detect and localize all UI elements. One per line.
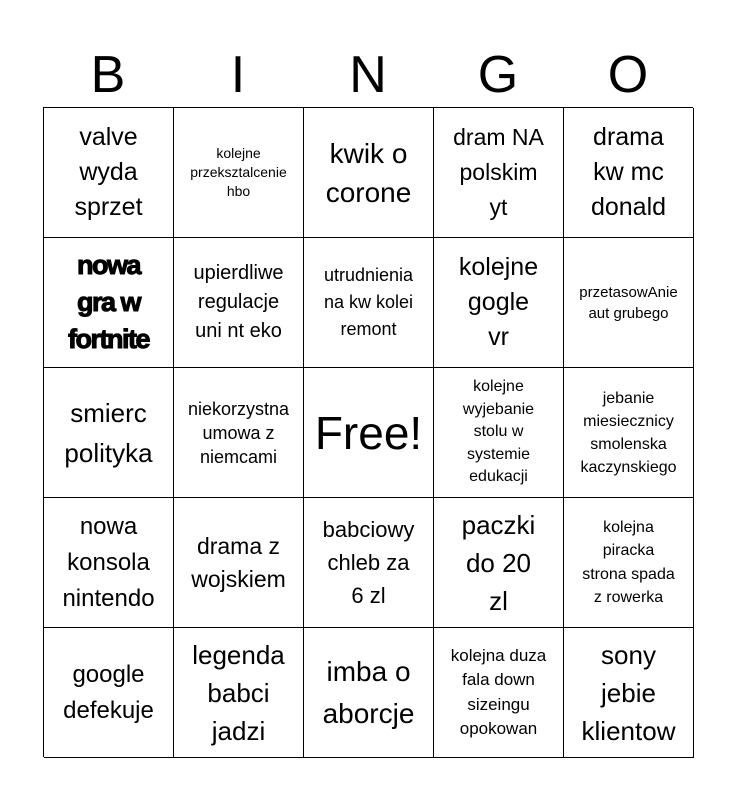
cell-text: smierc polityka (64, 397, 153, 468)
cell-text: legenda babci jadzi (192, 639, 285, 746)
cell-text: kolejne przeksztalcenie hbo (190, 145, 287, 199)
bingo-cell[interactable] (434, 108, 564, 238)
free-space[interactable] (304, 368, 434, 498)
header-letter-o: O (607, 46, 649, 104)
cell-text: drama z wojskiem (191, 532, 286, 592)
cell-text: drama kw mc donald (590, 123, 667, 221)
bingo-cell[interactable] (44, 108, 174, 238)
cell-text: valve wyda sprzet (74, 123, 143, 221)
bingo-header (43, 42, 693, 108)
free-space-label: Free! (314, 406, 423, 459)
bingo-cell[interactable] (564, 108, 694, 238)
bingo-cell[interactable] (44, 368, 174, 498)
bingo-cell[interactable] (174, 498, 304, 628)
bingo-cell[interactable] (434, 498, 564, 628)
bingo-cell[interactable] (44, 498, 174, 628)
bingo-cell[interactable] (174, 238, 304, 368)
bingo-cell[interactable] (434, 238, 564, 368)
cell-text: babciowy chleb za 6 zl (322, 517, 415, 608)
bingo-cell[interactable] (434, 368, 564, 498)
bingo-cell[interactable] (564, 368, 694, 498)
header-letter-g: G (477, 46, 519, 104)
cell-text: nowa gra w fortnite (68, 250, 149, 354)
bingo-cell[interactable] (304, 238, 434, 368)
cell-text: jebanie miesiecznicy smolenska kaczynskiego (580, 389, 677, 476)
cell-text: dram NA polskim yt (453, 124, 544, 220)
bingo-cell[interactable] (564, 238, 694, 368)
bingo-cell[interactable] (44, 628, 174, 758)
bingo-cell[interactable] (174, 108, 304, 238)
cell-text: kolejne wyjebanie stolu w systemie edukacji (462, 378, 535, 486)
bingo-board (43, 107, 693, 757)
bingo-cell[interactable] (564, 628, 694, 758)
cell-text: sony jebie klientow (581, 639, 676, 746)
bingo-cell[interactable] (304, 628, 434, 758)
cell-text: paczki do 20 zl (461, 509, 536, 616)
bingo-cell[interactable] (304, 108, 434, 238)
cell-text: niekorzystna umowa z niemcami (187, 398, 290, 467)
header-letter-i: I (230, 46, 246, 104)
bingo-cell[interactable] (174, 628, 304, 758)
cell-text: przetasowAnie aut grubego (579, 283, 678, 322)
cell-text: nowa konsola nintendo (62, 512, 155, 612)
cell-text: kolejna piracka strona spada z rowerka (582, 518, 675, 606)
cell-text: kolejne gogle vr (458, 253, 539, 351)
header-letter-b: B (90, 46, 126, 104)
bingo-cell[interactable] (564, 498, 694, 628)
cell-text: utrudnienia na kw kolei remont (323, 265, 414, 339)
bingo-cell[interactable] (434, 628, 564, 758)
bingo-cell[interactable] (44, 238, 174, 368)
cell-text: upierdliwe regulacje uni nt eko (193, 262, 284, 342)
header-letter-n: N (349, 46, 387, 104)
bingo-cell[interactable] (304, 498, 434, 628)
bingo-cell[interactable] (174, 368, 304, 498)
cell-text: imba o aborcje (322, 655, 415, 729)
cell-text: google defekuje (63, 660, 154, 724)
cell-text: kwik o corone (325, 137, 412, 208)
cell-text: kolejna duza fala down sizeingu opokowan (450, 645, 547, 738)
